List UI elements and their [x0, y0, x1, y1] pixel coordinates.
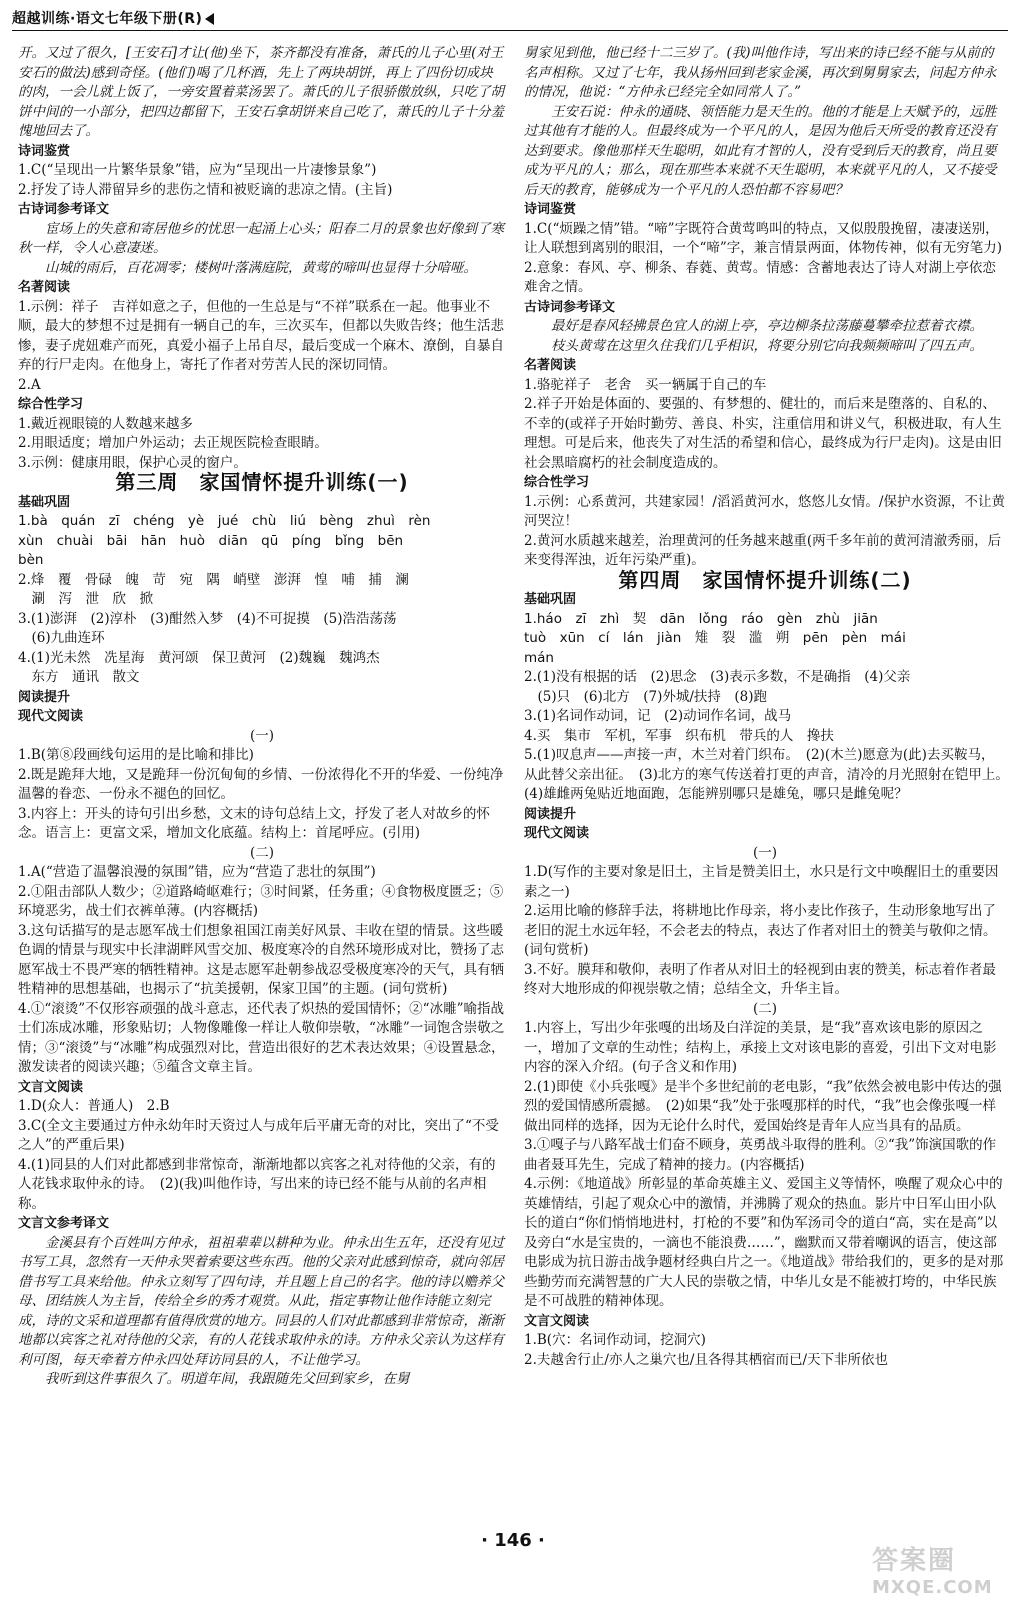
- passage-number: (一): [752, 844, 778, 861]
- section-heading: 阅读提升: [18, 689, 71, 705]
- answer-paragraph: 3.①嘎子与八路军战士们奋不顾身，英勇战斗取得的胜利。②“我”饰演国歌的作曲者聂耳先生，完成了精神的接力。(内容概括): [524, 1137, 997, 1173]
- answer-paragraph: 4.①“滚烫”不仅形容顽强的战斗意志，还代表了炽热的爱国情怀；②“冰雕”喻指战士们冻成冰雕，形象贴切；人物像雕像一样让人敬仰崇敬，“冰雕”一词饱含崇敬之情；③“滚烫”与“冰雕”构成强烈对比，营造出很好的艺术表达效果；④设置悬念，激发读者的阅读兴趣；⑤蕴含文章主旨。: [18, 1000, 505, 1075]
- section-heading: 诗词鉴赏: [524, 202, 577, 217]
- section-heading: 文言文阅读: [18, 1079, 84, 1095]
- answer-paragraph: (5)只 (6)北方 (7)外城/扶持 (8)跑: [524, 688, 768, 705]
- answer-paragraph: 2.夫越舍行止/亦人之巢穴也/且各得其栖宿而已/天下非所依也: [524, 1351, 889, 1368]
- section-heading: 古诗词参考译文: [18, 202, 110, 217]
- answer-paragraph: 2.运用比喻的修辞手法，将耕地比作母亲，将小麦比作孩子，生动形象地写出了老旧的泥土水远年轻，不会老去的特点，表达了作者对旧土的赞美与敬仰之情。(词句赏析): [524, 903, 997, 958]
- answer-paragraph: 2.烽 覆 骨碌 魄 苛 宛 隅 峭壁 澎湃 惶 哺 捕 澜: [18, 571, 409, 588]
- translation-paragraph: 舅家见到他，他已经十二三岁了。(我)叫他作诗，写出来的诗已经不能与从前的名声相称。又过了七年，我从扬州回到老家金溪，再次到舅舅家去，问起方仲永的情况，他说：“方仲永已经完全如同常人了。”: [524, 45, 997, 100]
- answer-paragraph: 2.黄河水质越来越差，治理黄河的任务越来越重(两千多年前的黄河清澈秀丽，后来变得浑浊，近年污染严重)。: [524, 532, 1002, 568]
- pinyin-line: 1.háo zī zhì 契 dān lǒng ráo gèn zhù jiān: [524, 610, 878, 627]
- page-header: [12, 8, 214, 28]
- answer-paragraph: 1.示例：祥子 吉祥如意之子，但他的一生总是与“不祥”联系在一起。他事业不顺，最大的梦想不过是拥有一辆自己的车，三次买车，但都以失败告终；他生活悲惨，妻子虎妞难产而死，真爱小福子上吊自尽，最后变成一个麻木、潦倒，自暴自弃的行尸走肉。在他身上，寄托了作者对劳苦人民的深切同情。: [18, 298, 504, 373]
- translation-paragraph: 王安石说：仲永的通晓、领悟能力是天生的。他的才能是上天赋予的，远胜过其他有才能的人。但最终成为一个平凡的人，是因为他后天所受的教育还没有达到要求。像他那样天生聪明，如此有才智的人，没有受到后天的教育，尚且要成为平凡的人；那么，现在那些本来就不天生聪明，本来就平凡的人，又不接受后天的教育，能够成为一个平凡的人恐怕都不容易吧？: [524, 103, 997, 198]
- answer-paragraph: 1.A(“营造了温馨浪漫的氛围”错，应为“营造了悲壮的氛围”): [18, 864, 376, 880]
- answer-paragraph: 3.这句话描写的是志愿军战士们想象祖国江南美好风景、丰收在望的情景。这些暖色调的情景与现实中长津湖畔风雪交加、极度寒冷的自然环境形成对比，赞扬了志愿军战士不畏严寒的牺牲精神。这是志愿军赴朝参战忍受极度寒冷的天气，具有牺牲精神的思想基础，也揭示了“抗美援朝，保家卫国”的主题。(词句赏析): [18, 922, 504, 997]
- header-triangle-icon: [205, 13, 214, 25]
- answer-paragraph: 东方 通讯 散文: [18, 669, 140, 685]
- answer-paragraph: 4.示例：《地道战》所彰显的革命英雄主义、爱国主义等情怀，唤醒了观众心中的英雄情结，引起了观众心中的激情，并沸腾了观众的热血。影片中日军山田小队长的道白“你们悄悄地进村，打枪的不要”和伪军汤司令的道白“高，实在是高”以及旁白“水是宝贵的，一滴也不能浪费……”，幽默而又带着嘲讽的语言，使这部电影成为抗日游击战争题材经典白片之一。《地道战》带给我们的，更多的是对那些勤劳而充满智慧的广大人民的崇敬之情，中华儿女是不能被打垮的，中华民族是不可战胜的精神体现。: [524, 1176, 1004, 1309]
- answer-paragraph: 1.内容上，写出少年张嘎的出场及白洋淀的美景，是“我”喜欢该电影的原因之一，增加了文章的生动性；结构上，承接上文对该电影的喜爱，引出下文对电影内容的深入介绍。(句子含义和作用): [524, 1020, 997, 1075]
- answer-paragraph: 3.(1)澎湃 (2)淳朴 (3)酣然入梦 (4)不可捉摸 (5)浩浩荡荡: [18, 610, 397, 627]
- answer-paragraph: 涮 泻 泄 欣 掀: [18, 591, 153, 607]
- watermark-en: MXQE.COM: [872, 1577, 993, 1598]
- section-heading: 名著阅读: [18, 280, 71, 295]
- answer-paragraph: 2.既是跪拜大地，又是跪拜一份沉甸甸的乡情、一份浓得化不开的华爱、一份纯净温馨的眷恋、一份永不褪色的回忆。: [18, 766, 504, 802]
- translation-paragraph: 金溪县有个百姓叫方仲永，祖祖辈辈以耕种为业。仲永出生五年，还没有见过书写工具，忽然有一天仲永哭着索要这些东西。他的父亲对此感到惊奇，就向邻居借书写工具来给他。仲永立刻写了四句诗，并且题上自己的名字。他的诗以赡养父母、团结族人为主旨，传给全乡的秀才观赏。从此，指定事物让他作诗能立刻完成，诗的文采和道理都有值得欣赏的地方。同县的人们对此都感到非常惊奇，渐渐地都以宾客之礼对待他的父亲，有的人花钱求取仲永的诗。方仲永父亲认为这样有利可图，每天牵着方仲永四处拜访同县的人，不让他学习。: [18, 1234, 504, 1368]
- watermark-cn: 答案圈: [872, 1546, 957, 1576]
- answer-paragraph: 1.D(写作的主要对象是旧土，主旨是赞美旧土，水只是行文中唤醒旧土的重要因素之一): [524, 864, 999, 900]
- passage-number: (二): [752, 1000, 778, 1017]
- answer-paragraph: 1.C(“呈现出一片繁华景象”错，应为“呈现出一片凄惨景象”): [18, 162, 377, 178]
- section-heading: 现代文阅读: [524, 826, 590, 841]
- answer-paragraph: 3.示例：健康用眼，保护心灵的窗户。: [18, 454, 247, 471]
- answer-paragraph: 2.用眼适度；增加户外运动；去正规医院检查眼睛。: [18, 435, 328, 451]
- watermark-logo: [872, 1540, 1012, 1598]
- section-heading: 基础巩固: [18, 494, 71, 510]
- section-heading: 现代文阅读: [18, 709, 84, 724]
- answer-paragraph: 1.C(“烦躁之情”错。“啼”字既符合黄莺鸣叫的特点，又似殷殷挽留，凄凄送别，让人联想到离别的眼泪，一个“啼”字，兼言情景两面，体物传神，似有无穷笔力): [524, 220, 1003, 256]
- section-heading: 基础巩固: [524, 592, 577, 607]
- translation-paragraph: 最好是春风轻拂景色宜人的湖上亭，亭边柳条拉荡藤蔓攀牵拉惹着衣襟。: [551, 318, 983, 334]
- answer-paragraph: 1.戴近视眼镜的人数越来越多: [18, 415, 193, 432]
- answer-paragraph: 1.B(第⑧段画线句运用的是比喻和排比): [18, 747, 254, 763]
- page-number: · 146 ·: [481, 1530, 545, 1551]
- answer-paragraph: 2.(1)没有根据的话 (2)思念 (3)表示多数，不是确指 (4)父亲: [524, 669, 911, 685]
- answer-paragraph: 1.骆驼祥子 老舍 买一辆属于自己的车: [524, 376, 767, 393]
- pinyin-line: 1.bà quán zī chéng yè jué chù liú bèng zhuì rèn: [18, 513, 431, 529]
- pinyin-line: bèn: [18, 552, 44, 568]
- answer-paragraph: 4.(1)同县的人们对此都感到非常惊奇，渐渐地都以宾客之礼对待他的父亲，有的人花钱求取仲永的诗。 (2)(我)叫他作诗，写出来的诗已经不能与从前的名声相称。: [18, 1156, 496, 1212]
- left-column: [18, 44, 506, 1390]
- answer-paragraph: 1.示例：心系黄河，共建家园！/滔滔黄河水，悠悠儿女情。/保护水资源，不让黄河哭泣！: [524, 493, 1005, 529]
- passage-number: (二): [249, 844, 275, 861]
- answer-paragraph: 2.A: [18, 376, 41, 393]
- header-title: 超越训练·语文七年级下册(R): [12, 11, 203, 27]
- section-heading: 综合性学习: [18, 397, 84, 412]
- answer-paragraph: 2.①阻击部队人数少；②道路崎岖难行；③时间紧，任务重；④食物极度匮乏；⑤环境恶劣，战士们衣裤单薄。(内容概括): [18, 883, 504, 919]
- answer-paragraph: 2.(1)即使《小兵张嘎》是半个多世纪前的老电影，“我”依然会被电影中传达的强烈的爱国情感所震撼。 (2)如果“我”处于张嘎那样的时代，“我”也会像张嘎一样做出同样的选择，因为无论什么时代，爱国始终是青年人应当具有的品质。: [524, 1078, 1002, 1134]
- section-heading: 阅读提升: [524, 806, 577, 822]
- answer-paragraph: (6)九曲连环: [18, 630, 105, 646]
- section-heading: 综合性学习: [524, 475, 590, 490]
- answer-paragraph: 1.D(众人：普通人) 2.B: [18, 1098, 170, 1114]
- pinyin-line: tuò xūn cí lán jiàn 雉 裂 滥 朔 pēn pèn mái: [524, 630, 906, 646]
- right-column: [524, 44, 1016, 1370]
- section-heading: 文言文参考译文: [18, 1216, 110, 1231]
- translation-paragraph: 枝头黄莺在这里久住我们几乎相识，将要分别它向我频频啼叫了四五声。: [551, 337, 983, 354]
- answer-paragraph: 4.买 集市 军机，军事 织布机 带兵的人 搀扶: [524, 727, 834, 744]
- answer-paragraph: 2.意象：春风、亭、柳条、春蕤、黄莺。情感：含蓄地表达了诗人对湖上亭依恋难舍之情。: [524, 259, 996, 295]
- answer-paragraph: 5.(1)叹息声——声接一声，木兰对着门织布。 (2)(木兰)愿意为(此)去买鞍马，从此替父亲出征。 (3)北方的寒气传送着打更的声音，清冷的月光照射在铠甲上。 (4)雄雌两兔贴近地面跑，怎能辨别哪只是雄兔，哪只是雌兔呢？: [524, 747, 1016, 802]
- section-heading: 文言文阅读: [524, 1313, 590, 1329]
- answer-paragraph: 3.内容上：开头的诗句引出乡愁，文末的诗句总结上文，抒发了老人对故乡的怀念。语言上：更富文采，增加文化底蕴。结构上：首尾呼应。(引用): [18, 805, 490, 841]
- answer-paragraph: 3.不好。膜拜和敬仰，表明了作者从对旧土的轻视到由衷的赞美，标志着作者最终对大地形成的仰视崇敬之情；总结全文，升华主旨。: [524, 961, 996, 997]
- section-heading: 诗词鉴赏: [18, 143, 71, 159]
- answer-paragraph: 1.B(穴：名词作动词，挖洞穴): [524, 1332, 706, 1348]
- translation-paragraph: 山城的雨后，百花凋零；楼树叶落满庭院，黄莺的啼叫也显得十分喑哑。: [45, 259, 477, 276]
- translation-paragraph: 宦场上的失意和寄居他乡的忧思一起涌上心头；阳春二月的景象也好像到了寒秋一样，令人心意凄迷。: [18, 220, 504, 256]
- passage-number: (一): [249, 727, 275, 744]
- header-rule: [12, 30, 1008, 31]
- answer-paragraph: 3.C(全文主要通过方仲永幼年时天资过人与成年后平庸无奇的对比，突出了“不受之人”的严重后果): [18, 1117, 499, 1153]
- section-heading: 名著阅读: [524, 358, 577, 373]
- translation-paragraph: 我听到这件事很久了。明道年间，我跟随先父回到家乡，在舅: [45, 1371, 410, 1387]
- answer-paragraph: 2.祥子开始是体面的、要强的、有梦想的、健壮的，而后来是堕落的、自私的、不幸的(或祥子开始时勤劳、善良、朴实，注重信用和讲义气，积极进取，有人生理想。可是后来，他丧失了对生活的希望和信心，最终成为行尸走肉)。这是由旧社会黑暗腐朽的社会制度造成的。: [524, 396, 1002, 471]
- section-heading: 古诗词参考译文: [524, 299, 616, 315]
- pinyin-line: xùn chuài bāi hān huò diān qū píng bǐng bēn: [18, 532, 404, 549]
- answer-paragraph: 2.抒发了诗人滞留异乡的悲伤之情和被贬谪的悲凉之情。(主旨): [18, 181, 393, 198]
- week-title: 第四周 家国情怀提升训练(二): [618, 567, 912, 592]
- translation-paragraph: 开。又过了很久，[王安石]才让(他)坐下，茶齐都没有准备，萧氏的儿子心里(对王安石的做法)感到奇怪。(他们)喝了几杯酒，先上了两块胡饼，再上了四份切成块的肉，一会儿就上饭了，一旁安置着菜汤罢了。萧氏的儿子很骄傲放纵，只吃了胡饼中间的一小部分，把四边都留下，王安石拿胡饼来自己吃了，萧氏的儿子十分羞愧地回去了。: [18, 45, 504, 139]
- week-title: 第三周 家国情怀提升训练(一): [115, 470, 409, 494]
- answer-paragraph: 4.(1)光未然 冼星海 黄河颂 保卫黄河 (2)魏巍 魏鸿杰: [18, 649, 380, 666]
- pinyin-line: mán: [524, 649, 554, 666]
- answer-paragraph: 3.(1)名词作动词，记 (2)动词作名词，战马: [524, 708, 792, 724]
